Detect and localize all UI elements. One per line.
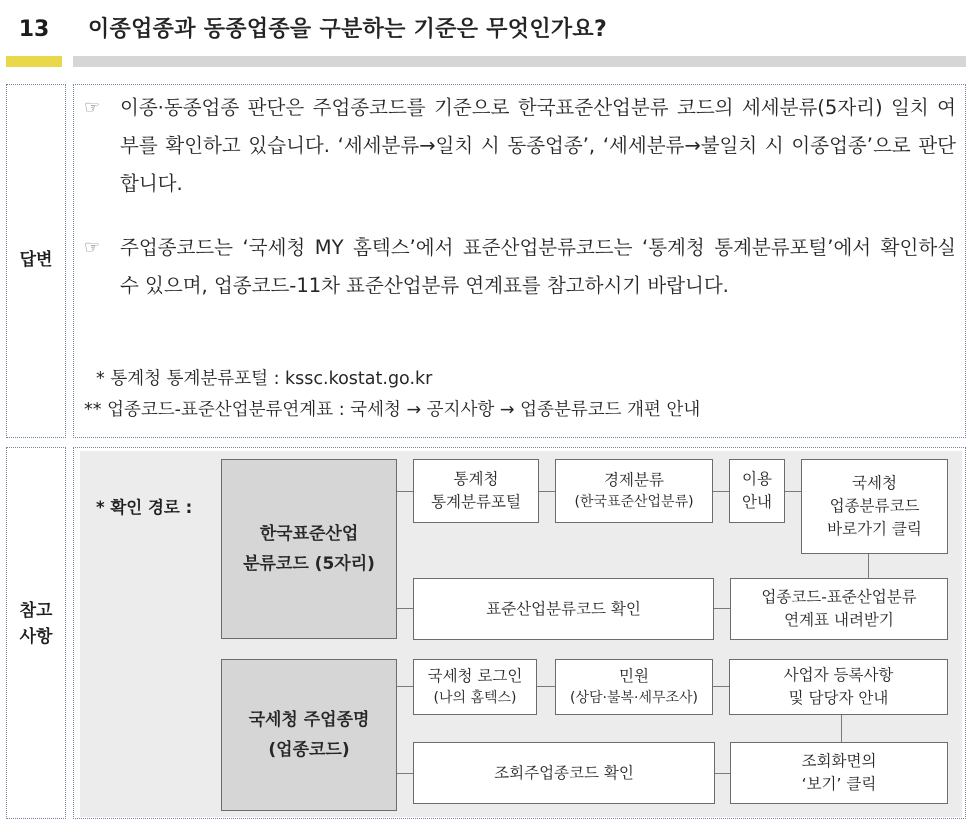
title-underline-bar (73, 56, 966, 67)
economic-classification-box (555, 459, 713, 523)
box-text: 통계분류포털 (431, 493, 521, 511)
connector (714, 608, 730, 609)
box-text: 조회주업종코드 확인 (494, 763, 634, 782)
pointing-hand-icon: ☞ (84, 97, 101, 118)
reference-label-line2: 사항 (19, 627, 53, 647)
box-text: 표준산업분류코드 확인 (486, 599, 641, 618)
answer-paragraph-1 (84, 89, 956, 203)
question-title: 이종업종과 동종업종을 구분하는 기준은 무엇인가요? (88, 17, 608, 42)
answer-paragraph-1-text: 이종·동종업종 판단은 주업종코드를 기준으로 한국표준산업분류 코드의 세세분류(5자리) 일치 여부를 확인하고 있습니다. ‘세세분류→일치 시 동종업종’, ‘세세분류→불일치 시 이종업종’으로 판단합니다. (120, 96, 956, 195)
connector (539, 491, 555, 492)
check-path-label: * 확인 경로 : (96, 498, 193, 517)
box-text: 바로가기 클릭 (827, 520, 922, 538)
answer-paragraph-2 (84, 229, 956, 305)
box-text: 경제분류 (604, 471, 664, 489)
answer-paragraph-2-text: 주업종코드는 ‘국세청 MY 홈텍스’에서 표준산업분류코드는 ‘통계청 통계분류포털’에서 확인하실 수 있으며, 업종코드-11차 표준산업분류 연계표를 참고하시기 바랍니다. (120, 236, 956, 297)
pointing-hand-icon: ☞ (84, 237, 101, 258)
nts-industry-code-shortcut-box (801, 459, 948, 554)
connector (397, 608, 413, 609)
box-text: (상담·불복·세무조사) (569, 690, 699, 706)
reference-label-line1: 참고 (19, 601, 53, 621)
box-text: (나의 홈텍스) (433, 690, 517, 706)
note-code-link-table: ** 업종코드-표준산업분류연계표 : 국세청 → 공지사항 → 업종분류코드 개편 안내 (84, 400, 701, 420)
standard-code-check-box (413, 578, 714, 640)
civil-petition-box (555, 659, 713, 715)
box-text: 사업자 등록사항 (783, 666, 894, 684)
connector (785, 491, 801, 492)
box-text: 업종분류코드 (829, 497, 920, 515)
connector (713, 686, 729, 687)
answer-label-cell (6, 84, 66, 438)
usage-guide-box (729, 459, 785, 523)
box-text: 조회화면의 (801, 752, 877, 770)
box-text: 분류코드 (5자리) (243, 554, 375, 574)
connector (841, 715, 842, 742)
box-text: 이용 (742, 470, 772, 488)
connector (397, 686, 413, 687)
box-text: (업종코드) (268, 740, 350, 760)
box-text: 민원 (619, 667, 649, 685)
box-text: 통계청 (453, 470, 499, 488)
answer-label: 답변 (19, 250, 53, 270)
box-text: 및 담당자 안내 (788, 689, 889, 707)
title-accent-bar (6, 56, 62, 67)
nts-login-box (413, 659, 537, 715)
connector (397, 491, 413, 492)
connector (715, 773, 730, 774)
box-text: 국세청 주업종명 (248, 710, 370, 730)
connector (397, 773, 413, 774)
note-statistics-portal: * 통계청 통계분류포털 : kssc.kostat.go.kr (96, 369, 433, 389)
business-registration-info-box (729, 659, 948, 715)
box-text: 국세청 (852, 474, 897, 492)
box-text: 안내 (742, 493, 772, 511)
question-number: 13 (18, 17, 50, 42)
reference-label-cell (6, 447, 66, 819)
box-text: 업종코드-표준산업분류 (761, 588, 917, 606)
box-text: (한국표준산업분류) (574, 494, 694, 510)
link-table-download-box (730, 578, 948, 640)
nts-main-industry-box (221, 659, 397, 811)
box-text: 연계표 내려받기 (784, 611, 894, 629)
box-text: 국세청 로그인 (427, 667, 523, 685)
statistics-portal-box (413, 459, 539, 523)
connector (537, 686, 555, 687)
box-text: 한국표준산업 (259, 524, 359, 544)
box-text: ‘보기’ 클릭 (801, 775, 877, 793)
view-click-box (730, 742, 948, 804)
connector (713, 491, 729, 492)
connector (868, 554, 869, 578)
standard-industry-code-box (221, 459, 397, 639)
main-industry-code-check-box (413, 742, 715, 804)
